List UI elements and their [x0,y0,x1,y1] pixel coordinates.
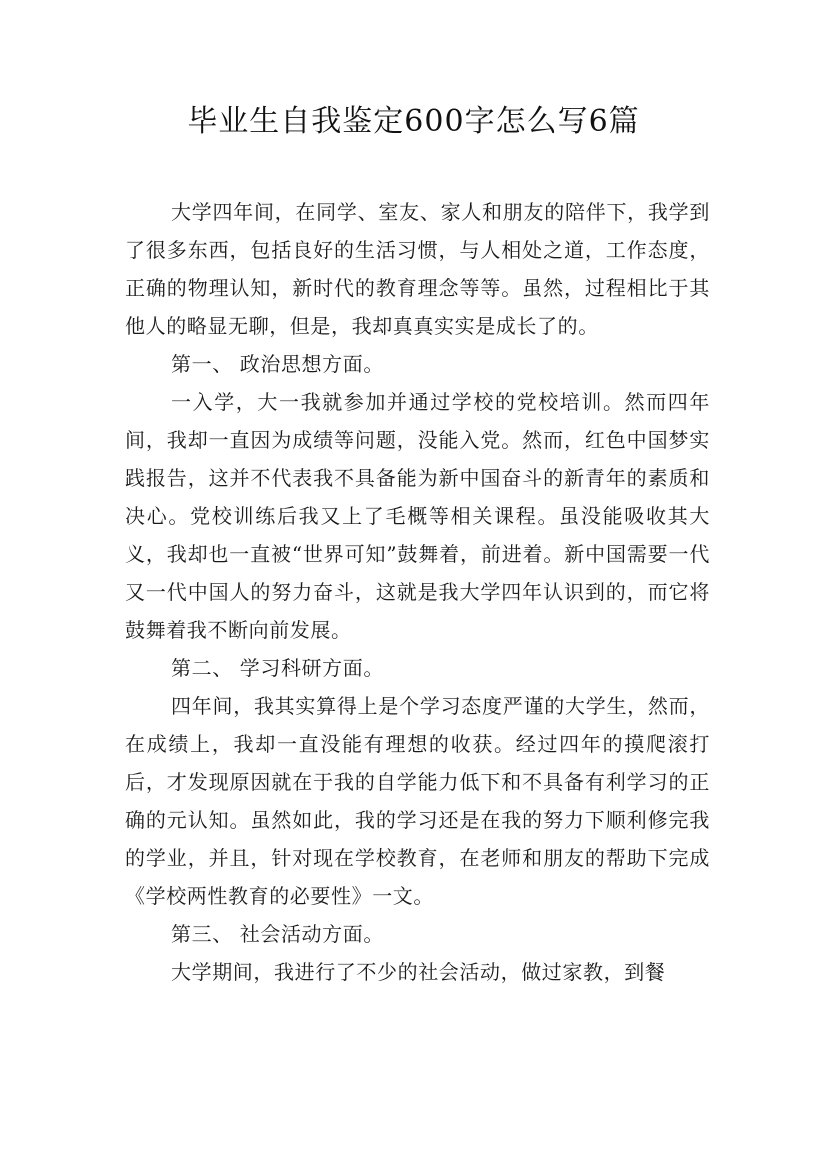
section-heading-social: 第三、 社会活动方面。 [171,922,384,946]
section-heading-study: 第二、 学习科研方面。 [171,656,384,680]
paragraph-social: 大学期间，我进行了不少的社会活动，做过家教，到餐 [171,960,666,984]
document-title: 毕业生自我鉴定600字怎么写6篇 [187,104,640,139]
paragraph-intro: 大学四年间，在同学、室友、家人和朋友的陪伴下，我学到了很多东西，包括良好的生活习惯，与人相处之道，工作态度，正确的物理认知，新时代的教育理念等等。虽然，过程相比于其他人的略显无聊，但是，我却真真实实是成长了的。 [125,200,710,338]
document-body [125,193,710,991]
paragraph-politics: 一入学，大一我就参加并通过学校的党校培训。然而四年间，我却一直因为成绩等问题，没能入党。然而，红色中国梦实践报告，这并不代表我不具备能为新中国奋斗的新青年的素质和决心。党校训练后我又上了毛概等相关课程。虽没能吸收其大义，我却也一直被“世界可知”鼓舞着，前进着。新中国需要一代又一代中国人的努力奋斗，这就是我大学四年认识到的，而它将鼓舞着我不断向前发展。 [125,390,710,642]
paragraph-study: 四年间，我其实算得上是个学习态度严谨的大学生，然而，在成绩上，我却一直没能有理想的收获。经过四年的摸爬滚打后，才发现原因就在于我的自学能力低下和不具备有利学习的正确的元认知。虽然如此，我的学习还是在我的努力下顺利修完我的学业，并且，针对现在学校教育，在老师和朋友的帮助下完成《学校两性教育的必要性》一文。 [125,694,710,908]
section-heading-politics: 第一、 政治思想方面。 [171,352,384,376]
